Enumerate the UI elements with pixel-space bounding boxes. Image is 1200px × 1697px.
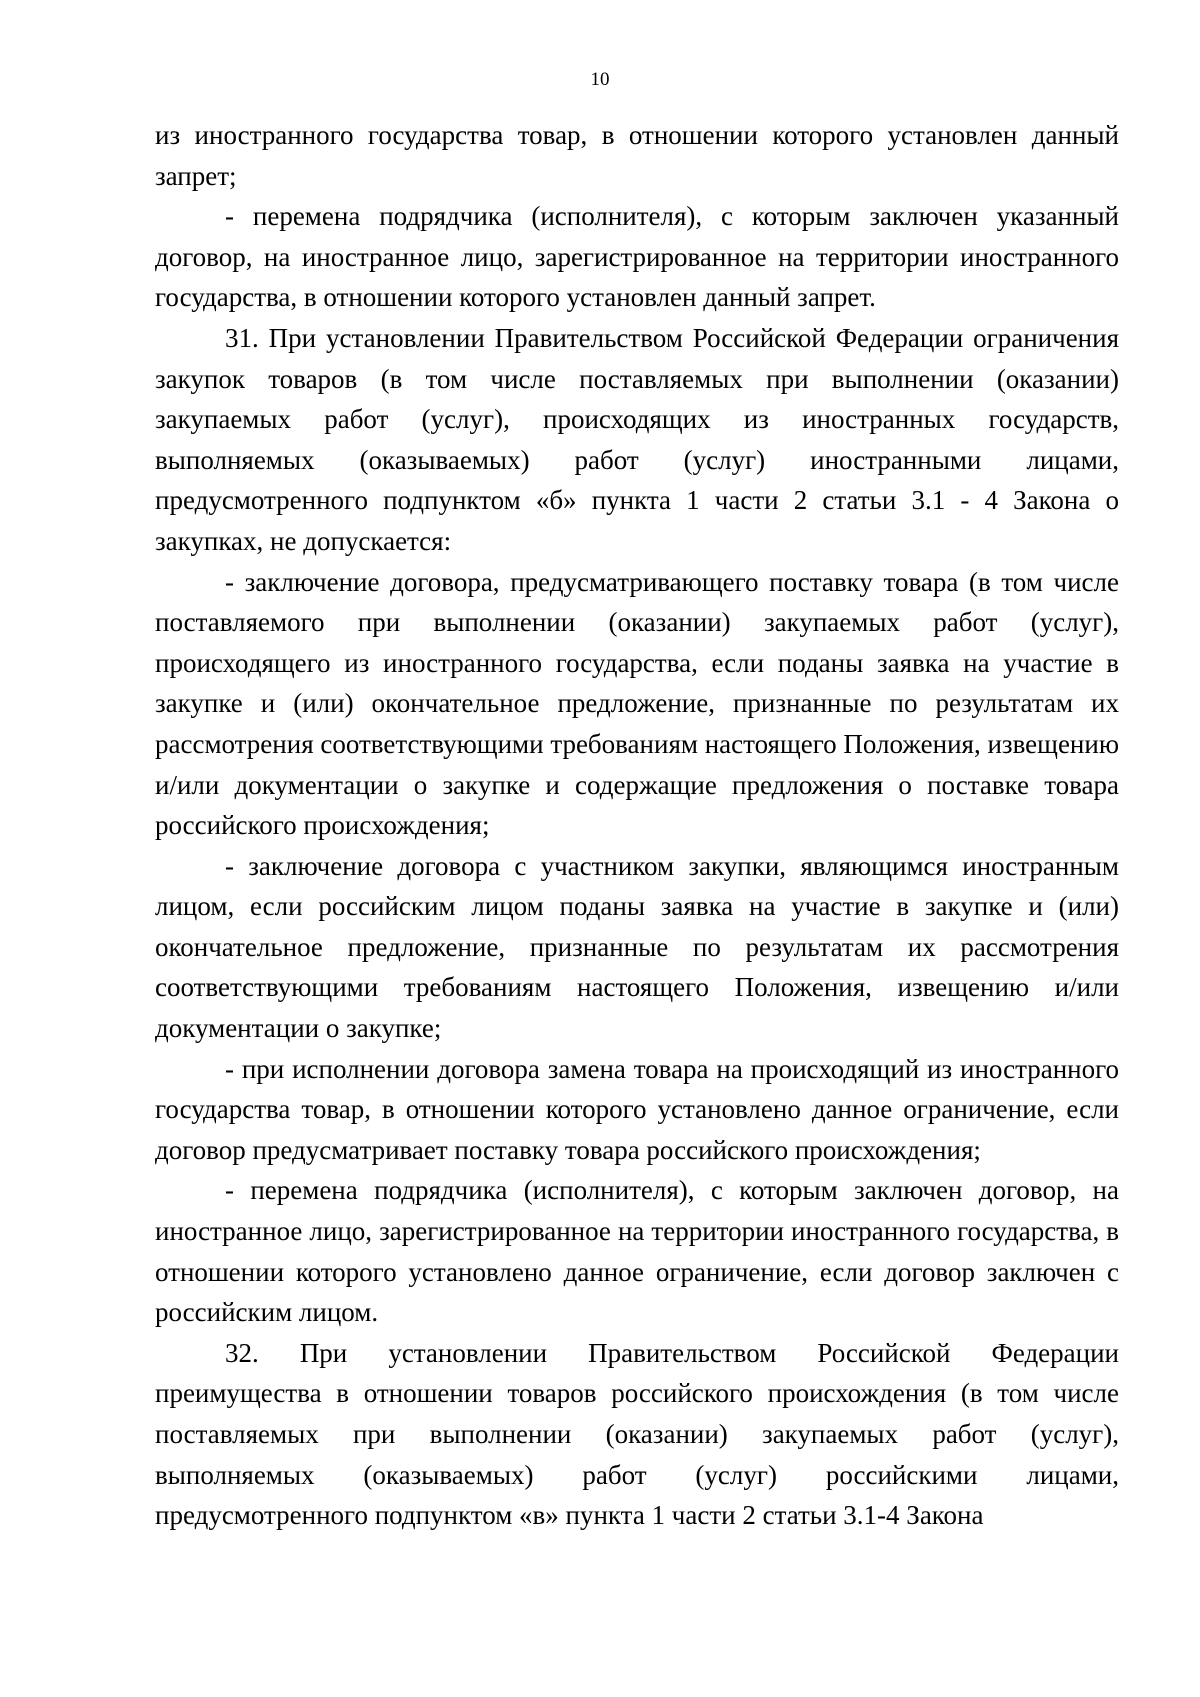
paragraph-contractor-change: - перемена подрядчика (исполнителя), с которым заключен указанный договор, на иностранное лицо, зарегистрированное на территории иностранного государства, в отношении которого установлен данный запрет.	[155, 201, 1119, 313]
paragraph-foreign-participant: - заключение договора с участником закупки, являющимся иностранным лицом, если российским лицом поданы заявка на участие в закупке и (или) окончательное предложение, признанные по результатам их рассмотрения соответствующими требованиям настоящего Положения, извещению и/или документации о закупке;	[155, 850, 1119, 1044]
paragraph-clause-31: 31. При установлении Правительством Российской Федерации ограничения закупок товаров (в том числе поставляемых при выполнении (оказании) закупаемых работ (услуг), происходящих из иностранных государств, выполняемых (оказываемых) работ (услуг) иностранными лицами, предусмотренного подпунктом «б» пункта 1 части 2 статьи 3.1 - 4 Закона о закупках, не допускается:	[155, 322, 1119, 556]
paragraph-contract-conclusion: - заключение договора, предусматривающего поставку товара (в том числе поставляемого при выполнении (оказании) закупаемых работ (услуг), происходящего из иностранного государства, если поданы заявка на участие в закупке и (или) окончательное предложение, признанные по результатам их рассмотрения соответствующими требованиям настоящего Положения, извещению и/или документации о закупке и содержащие предложения о поставке товара российского происхождения;	[155, 566, 1119, 841]
paragraph-clause-32: 32. При установлении Правительством Российской Федерации преимущества в отношении товаров российского происхождения (в том числе поставляемых при выполнении (оказании) закупаемых работ (услуг), выполняемых (оказываемых) работ (услуг) российскими лицами, предусмотренного подпунктом «в» пункта 1 части 2 статьи 3.1-4 Закона	[155, 1337, 1119, 1531]
document-body	[155, 115, 1119, 1536]
paragraph-goods-replacement: - при исполнении договора замена товара на происходящий из иностранного государства товар, в отношении которого установлено данное ограничение, если договор предусматривает поставку товара российского происхождения;	[155, 1053, 1119, 1165]
paragraph-continuation: из иностранного государства товар, в отношении которого установлен данный запрет;	[155, 120, 1119, 191]
page-number: 10	[590, 69, 610, 90]
paragraph-contractor-replacement: - перемена подрядчика (исполнителя), с которым заключен договор, на иностранное лицо, зарегистрированное на территории иностранного государства, в отношении которого установлено данное ограничение, если договор заключен с российским лицом.	[155, 1175, 1119, 1328]
